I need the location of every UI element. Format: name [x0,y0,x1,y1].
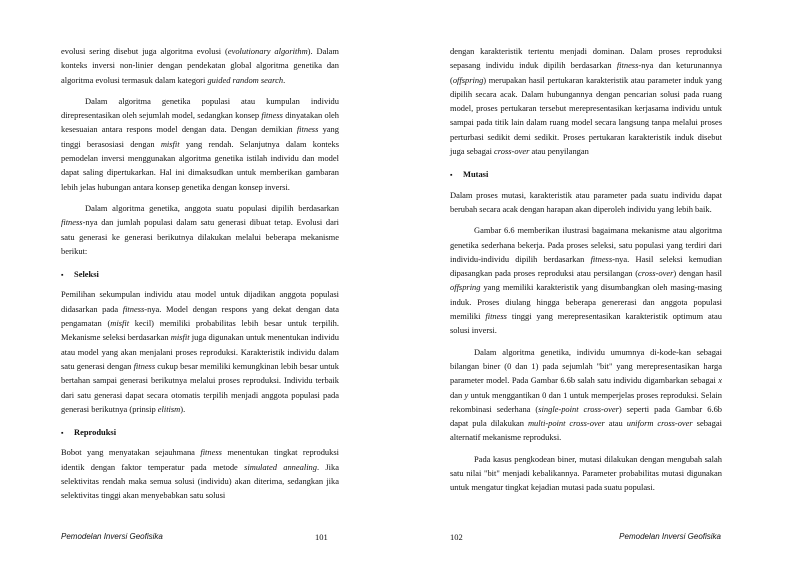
text-run: Pada kasus pengkodean biner, mutasi dilakukan dengan mengubah salah satu nilai "bit" menjadi kebalikannya. Parameter probabilitas mutasi digunakan untuk mengatur tingkat kejadian mutasi pada suatu populasi. [450,453,722,493]
text-run: cukup besar memiliki kemungkinan lebih besar untuk bertahan sampai generasi berikutnya melalui proses reproduksi. Individu terbaik dari satu generasi dapat secara otomatis terpilih menjadi anggota populasi pada generasi berikutnya (prinsip [61,360,339,414]
italic-term: elitism [157,403,181,414]
paragraph [450,223,722,337]
bullet-icon: ▪ [450,171,453,180]
paragraph [450,44,722,158]
text-run: atau penyilangan [529,146,589,157]
text-run: -nya. Hasil seleksi kemudian dipasangkan pada proses reproduksi atau persilangan ( [450,253,722,279]
text-run: -nya. Model dengan respons yang dekat dengan data pengamatan ( [61,303,339,329]
text-run: dan [450,389,465,400]
text-run: dengan karakteristik tertentu menjadi dominan. Dalam proses reproduksi sepasang individu induk dipilih berdasarkan [450,46,722,71]
text-run: Gambar 6.6 memberikan ilustrasi bagaimana mekanisme atau algoritma genetika sederhana bekerja. Pada proses seleksi, satu populasi yang terdiri dari individu-individu dipilih berdasarkan [450,225,722,264]
italic-term: cross-over [638,268,674,279]
text-run: ) seperti pada Gambar 6.6b dapat pula dilakukan [450,403,723,429]
paragraph [61,287,339,416]
italic-term: fitness [261,110,283,121]
text-run: ). Dalam konteks inversi non-linier dengan pendekatan global algoritma genetika dan algoritma evolusi termasuk dalam kategori [61,46,339,85]
text-run: Pemilihan sekumpulan individu atau model untuk dijadikan anggota populasi didasarkan pada [61,289,339,314]
text-run: dinyatakan oleh kesesuaian antara respons model dengan data. Dengan demikian [61,110,339,135]
text-run: kecil) memiliki probabilitas lebih besar untuk terpilih. Mekanisme seleksi berdasarkan [61,318,339,343]
bullet-icon: ▪ [61,271,64,280]
text-run: Dalam algoritma genetika, anggota suatu populasi dipilih berdasarkan [85,202,339,213]
text-run: evolusi sering disebut juga algoritma evolusi ( [61,46,228,56]
italic-term: offspring [452,74,484,85]
italic-term: single-point cross-over [538,403,619,414]
bullet-icon: ▪ [61,429,64,438]
italic-term: misfit [160,138,180,149]
text-run: ) merupakan hasil pertukaran karakteristik atau parameter induk yang dipilih secara acak. Dalam hubungannya dengan pencarian solusi pada ruang model, proses pertukaran tersebut merepresentasikan kerjasama individu untuk sampai pada titik lain dalam ruang model secara langsung tanpa melalui proses perturbasi sedikit demi sedikit. Proses pertukaran karakteristik induk disebut juga sebagai [450,74,722,157]
italic-term: fitness [616,60,639,71]
paragraph [61,445,339,502]
italic-term: misfit [170,332,190,343]
paragraph [450,188,722,217]
italic-term: multi-point cross-over [527,418,605,429]
text-run: sebagai alternatif mekanisme reproduksi. [450,418,722,443]
italic-term: simulated annealing [244,461,317,472]
page-number: 101 [315,532,328,542]
right-page [400,0,800,565]
left-text-column [61,44,339,503]
section-heading-mutasi: ▪ Mutasi [450,167,722,182]
text-run: Bobot yang menyatakan sejauhmana [61,447,201,458]
text-run: ) dengan hasil [673,268,722,279]
text-run: -nya dan keturunannya ( [450,60,722,85]
text-run: untuk menggantikan 0 dan 1 untuk memperjelas proses reproduksi. Selain rekombinasi sederhana ( [450,389,722,414]
paragraph [61,44,339,87]
section-heading-reproduksi: ▪ Reproduksi [61,425,339,440]
paragraph [450,345,722,445]
text-run: . Jika selektivitas rendah maka semua solusi (individu) akan diterima, sedangkan jika selektivitas tinggi akan menyebabkan satu solusi [61,461,339,501]
italic-term: fitness [590,253,613,264]
italic-term: fitness [296,124,319,135]
section-heading-seleksi: ▪ Seleksi [61,267,339,282]
text-run: yang rendah. Selanjutnya dalam konteks pemodelan inversi menggunakan algoritma genetika istilah individu dan model dapat saling dipertukarkan. Hal ini dimaksudkan untuk memberikan gambaran lebih jelas hubungan antara konsep genetika dengan konsep inversi. [61,138,339,192]
text-run: ). [180,403,186,414]
text-run: -nya dan jumlah populasi dalam satu generasi dibuat tetap. Evolusi dari satu generasi ke generasi berikutnya dilakukan melalui beberapa mekanisme berikut: [61,217,339,256]
italic-term: uniform cross-over [626,418,693,429]
italic-term: y [464,389,469,400]
italic-term: guided random search [207,74,284,85]
italic-term: offspring [450,282,481,293]
text-run: tinggi yang merepresentasikan karakteristik optimum atau solusi inversi. [450,311,723,336]
text-run: Dalam proses mutasi, karakteristik atau parameter pada suatu individu dapat berubah secara acak dengan harapan akan diperoleh individu yang lebih baik. [450,189,722,214]
page-number: 102 [450,532,463,542]
text-run: Dalam algoritma genetika populasi atau kumpulan individu direpresentasikan oleh sejumlah model, sedangkan konsep [61,95,339,121]
text-run: atau [604,418,627,429]
italic-term: fitness [200,447,222,458]
italic-term: fitness [122,303,145,314]
italic-term: fitness [133,360,156,371]
text-run: yang tinggi berasosiasi dengan [61,124,339,149]
italic-term: misfit [110,318,130,329]
paragraph [61,94,339,194]
text-run: . [283,74,286,85]
right-text-column [450,44,722,495]
paragraph [450,452,722,495]
italic-term: cross-over [494,146,530,157]
footer-title: Pemodelan Inversi Geofisika [61,532,163,541]
text-run: Dalam algoritma genetika, individu umumnya di-kode-kan sebagai bilangan biner (0 dan 1) pada sejumlah "bit" yang merepresentasikan harga parameter model. Pada Gambar 6.6b salah satu individu digambarkan sebagai [450,346,722,386]
italic-term: x [718,375,722,386]
italic-term: evolutionary algorithm [227,46,308,56]
paragraph [61,201,339,258]
italic-term: fitness [61,217,83,228]
footer-title: Pemodelan Inversi Geofisika [619,532,721,541]
text-run: juga digunakan untuk menentukan individu atau model yang akan menjalani proses reproduksi. Karakteristik individu dalam satu generasi dengan [61,332,339,371]
text-run: yang memiliki karakteristik yang disumbangkan oleh masing-masing induk. Proses diulang hingga beberapa genererasi dan anggota populasi memiliki [450,282,722,322]
italic-term: fitness [485,311,507,322]
text-run: menentukan tingkat reproduksi identik dengan faktor temperatur pada metode [61,447,339,472]
